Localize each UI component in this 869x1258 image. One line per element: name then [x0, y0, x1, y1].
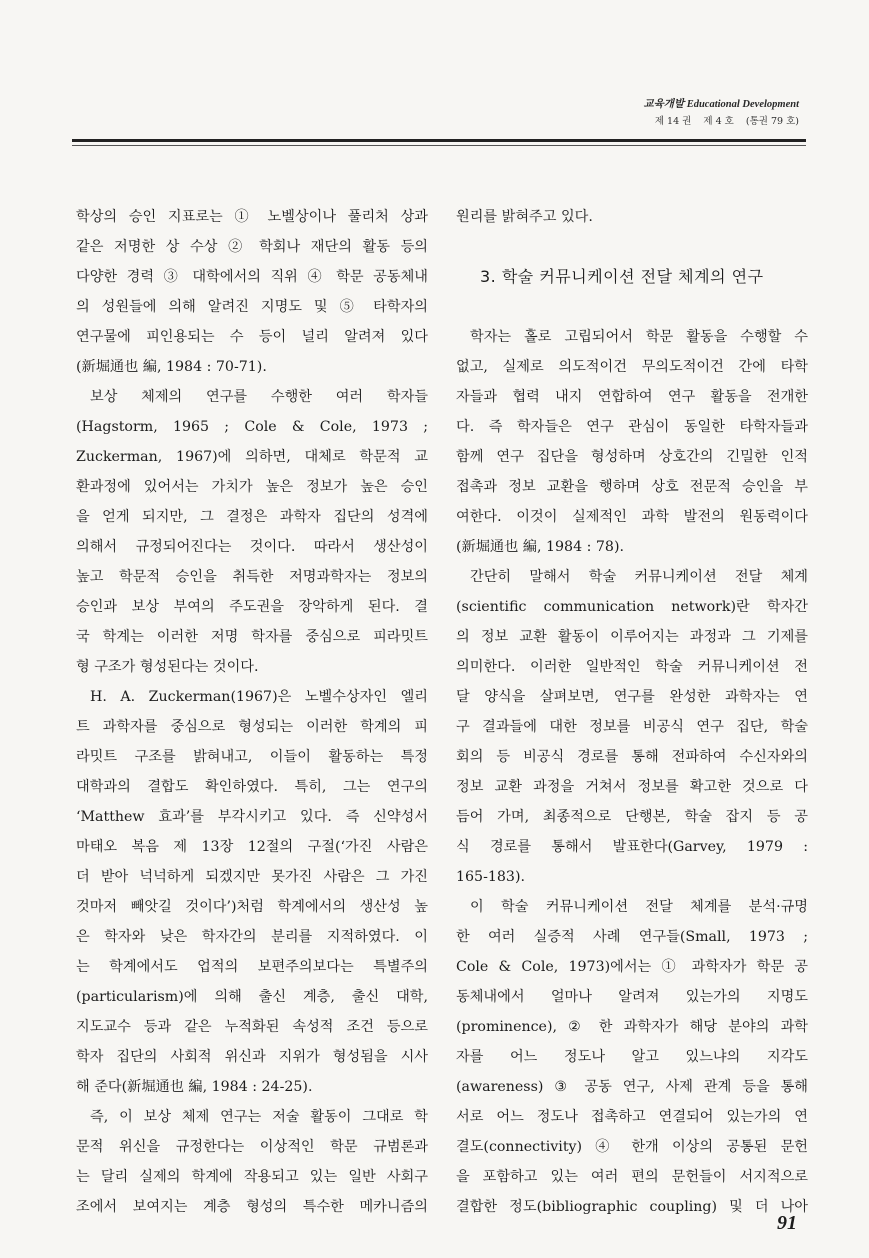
- text-line: 을 얻게 되지만, 그 결정은 과학자 집단의 성격에: [76, 509, 428, 525]
- text-line: 조에서 보여지는 계층 형성의 특수한 메카니즘의: [76, 1199, 428, 1215]
- text-line: 은 학자와 낮은 학자간의 분리를 지적하였다. 이: [76, 929, 428, 945]
- text-line: 승인과 보상 부여의 주도권을 장악하게 된다. 결: [76, 599, 428, 615]
- text-line: ‘Matthew 효과’를 부각시키고 있다. 즉 신약성서: [76, 809, 428, 825]
- text-line: 즉, 이 보상 체제 연구는 저술 활동이 그대로 학: [90, 1109, 428, 1125]
- text-line: 함께 연구 집단을 형성하며 상호간의 긴밀한 인적: [456, 449, 808, 465]
- text-line: 라밋트 구조를 밝혀내고, 이들이 활동하는 특정: [76, 749, 428, 765]
- text-line: 대학과의 결합도 확인하였다. 특히, 그는 연구의: [76, 779, 428, 795]
- text-line: 다양한 경력 ③ 대학에서의 직위 ④ 학문 공동체내: [76, 269, 428, 285]
- text-line: (Hagstorm, 1965 ; Cole & Cole, 1973 ;: [76, 419, 428, 435]
- page-number: 91: [777, 1212, 797, 1234]
- text-line: 접촉과 정보 교환을 행하며 상호 전문적 승인을 부: [456, 479, 808, 495]
- text-line: 환과정에 있어서는 가치가 높은 정보가 높은 승인: [76, 479, 428, 495]
- text-line: 한 여러 실증적 사례 연구들(Small, 1973 ;: [456, 929, 808, 945]
- header-rule-thin: [72, 145, 806, 146]
- text-line: Zuckerman, 1967)에 의하면, 대체로 학문적 교: [76, 449, 428, 465]
- text-line: 식 경로를 통해서 발표한다(Garvey, 1979 :: [456, 839, 808, 855]
- text-line: 동체내에서 얼마나 알려져 있는가의 지명도: [456, 989, 808, 1005]
- text-line: 같은 저명한 상 수상 ② 학회나 재단의 활동 등의: [76, 239, 428, 255]
- text-line: 더 받아 넉넉하게 되겠지만 못가진 사람은 그 가진: [76, 869, 428, 885]
- text-line: 여한다. 이것이 실제적인 과학 발전의 원동력이다: [456, 509, 808, 525]
- text-line: 트 과학자를 중심으로 형성되는 이러한 학계의 피: [76, 719, 428, 735]
- text-line: 의해서 규정되어진다는 것이다. 따라서 생산성이: [76, 539, 428, 555]
- text-line: 지도교수 등과 같은 누적화된 속성적 조건 등으로: [76, 1019, 428, 1035]
- running-header: [644, 96, 799, 130]
- text-line: 문적 위신을 규정한다는 이상적인 학문 규범론과: [76, 1139, 428, 1155]
- text-line: 을 포함하고 있는 여러 편의 문헌들이 서지적으로: [456, 1169, 808, 1185]
- text-line: 의 정보 교환 활동이 이루어지는 과정과 그 기제를: [456, 629, 808, 645]
- issue-info: 제 14 권 제 4 호 (통권 79 호): [654, 116, 799, 127]
- spacer: [456, 232, 808, 262]
- text-line: 마태오 복음 제 13장 12절의 구절(‘가진 사람은: [76, 839, 428, 855]
- text-line: (particularism)에 의해 출신 계층, 출신 대학,: [76, 989, 428, 1005]
- text-line: 는 달리 실제의 학계에 작용되고 있는 일반 사회구: [76, 1169, 428, 1185]
- text-line: 간단히 말해서 학술 커뮤니케이션 전달 체계: [470, 569, 808, 585]
- text-line: 높고 학문적 승인을 취득한 저명과학자는 정보의: [76, 569, 428, 585]
- text-line: 의미한다. 이러한 일반적인 학술 커뮤니케이션 전: [456, 659, 808, 675]
- text-line: (prominence), ② 한 과학자가 해당 분야의 과학: [456, 1019, 808, 1035]
- text-line: 회의 등 비공식 경로를 통해 전파하여 수신자와의: [456, 749, 808, 765]
- text-line: H. A. Zuckerman(1967)은 노벨수상자인 엘리: [90, 689, 428, 705]
- text-line: (scientific communication network)란 학자간: [456, 599, 808, 615]
- text-line: 학자 집단의 사회적 위신과 지위가 형성됨을 시사: [76, 1049, 428, 1065]
- text-line: 서로 어느 정도나 접촉하고 연결되어 있는가의 연: [456, 1109, 808, 1125]
- text-line: 없고, 실제로 의도적이건 무의도적이건 간에 타학: [456, 359, 808, 375]
- right-column: [456, 202, 808, 1222]
- text-line: 연구물에 피인용되는 수 등이 널리 알려져 있다: [76, 329, 428, 345]
- text-line: 해 준다(新堀通也 編, 1984 : 24-25).: [76, 1079, 313, 1095]
- text-line: 구 결과들에 대한 정보를 비공식 연구 집단, 학술: [456, 719, 808, 735]
- text-line: 국 학계는 이러한 저명 학자를 중심으로 피라밋트: [76, 629, 428, 645]
- header-rule: [72, 139, 806, 142]
- text-line: 다. 즉 학자들은 연구 관심이 동일한 타학자들과: [456, 419, 808, 435]
- text-line: (新堀通也 編, 1984 : 78).: [456, 539, 625, 555]
- text-line: 결도(connectivity) ④ 한개 이상의 공통된 문헌: [456, 1139, 808, 1155]
- text-line: 것마저 빼앗길 것이다’)처럼 학계에서의 생산성 높: [76, 899, 428, 915]
- text-line: 보상 체제의 연구를 수행한 여러 학자들: [90, 389, 428, 405]
- text-line: 는 학계에서도 업적의 보편주의보다는 특별주의: [76, 959, 428, 975]
- text-line: (awareness) ③ 공동 연구, 사제 관계 등을 통해: [456, 1079, 808, 1095]
- spacer: [456, 292, 808, 322]
- text-line: 듬어 가며, 최종적으로 단행본, 학술 잡지 등 공: [456, 809, 808, 825]
- text-line: 학자는 홀로 고립되어서 학문 활동을 수행할 수: [470, 329, 808, 345]
- text-line: 형 구조가 형성된다는 것이다.: [76, 659, 259, 675]
- journal-title: 교육개발 Educational Development: [643, 99, 799, 110]
- section-heading: 3. 학술 커뮤니케이션 전달 체계의 연구: [480, 267, 764, 286]
- text-line: 165-183).: [456, 869, 525, 885]
- text-line: 자를 어느 정도나 알고 있느냐의 지각도: [456, 1049, 808, 1065]
- text-line: 원리를 밝혀주고 있다.: [456, 209, 593, 225]
- text-line: 이 학술 커뮤니케이션 전달 체계를 분석·규명: [470, 899, 808, 915]
- left-column: [76, 202, 428, 1222]
- text-line: 결합한 정도(bibliographic coupling) 및 더 나아: [456, 1199, 808, 1215]
- text-line: 의 성원들에 의해 알려진 지명도 및 ⑤ 타학자의: [76, 299, 428, 315]
- text-line: 달 양식을 살펴보면, 연구를 완성한 과학자는 연: [456, 689, 808, 705]
- text-line: 학상의 승인 지표로는 ① 노벨상이나 풀리처 상과: [76, 209, 428, 225]
- text-line: 정보 교환 과정을 거쳐서 정보를 확고한 것으로 다: [456, 779, 808, 795]
- text-line: (新堀通也 編, 1984 : 70-71).: [76, 359, 267, 375]
- text-line: Cole & Cole, 1973)에서는 ① 과학자가 학문 공: [456, 959, 808, 975]
- text-line: 자들과 협력 내지 연합하여 연구 활동을 전개한: [456, 389, 808, 405]
